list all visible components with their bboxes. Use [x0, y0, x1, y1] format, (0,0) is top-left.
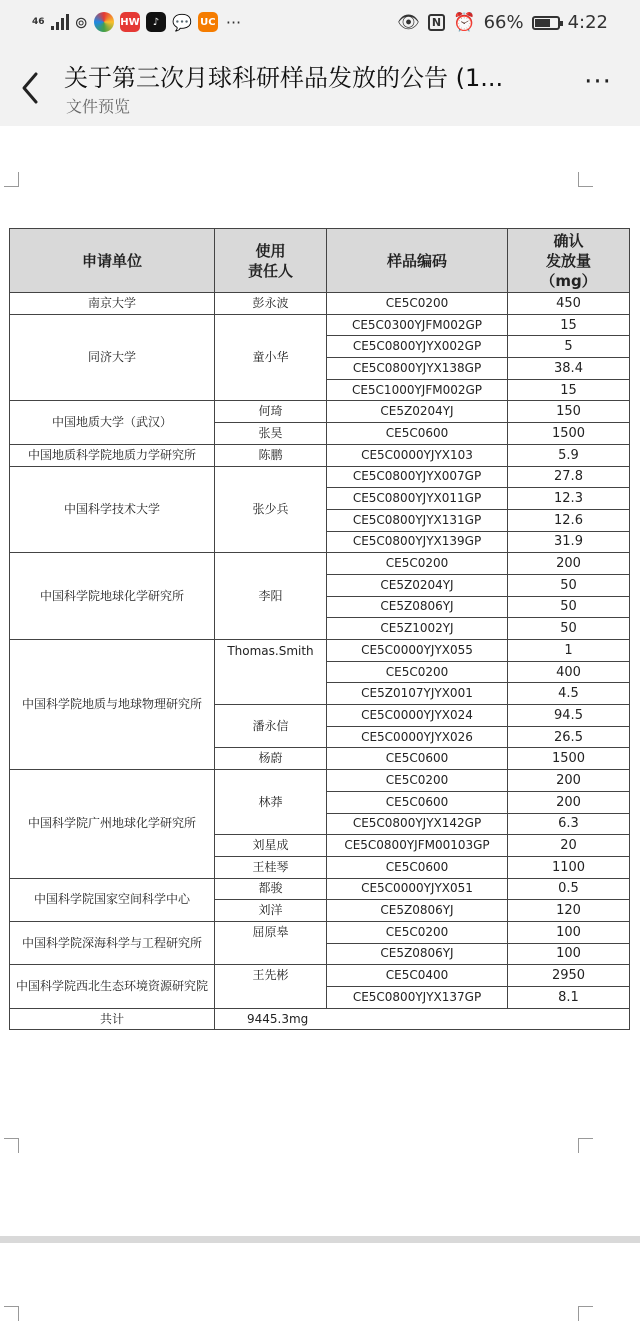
- person-cell: 刘星成: [215, 835, 327, 857]
- code-cell: CE5C0000YJYX026: [327, 726, 508, 748]
- unit-cell: 同济大学: [10, 314, 215, 401]
- code-cell: CE5C0200: [327, 661, 508, 683]
- code-cell: CE5C0800YJYX139GP: [327, 531, 508, 553]
- person-cell: 李阳: [215, 553, 327, 640]
- unit-cell: 中国科学院国家空间科学中心: [10, 878, 215, 921]
- person-cell: 林莽: [215, 770, 327, 835]
- clock: 4:22: [567, 12, 608, 33]
- code-cell: CE5C0600: [327, 791, 508, 813]
- amount-cell: 27.8: [508, 466, 630, 488]
- total-label: 共计: [10, 1008, 215, 1030]
- code-cell: CE5Z0806YJ: [327, 900, 508, 922]
- amount-cell: 200: [508, 553, 630, 575]
- amount-cell: 4.5: [508, 683, 630, 705]
- person-cell: 童小华: [215, 314, 327, 401]
- code-cell: CE5C0600: [327, 748, 508, 770]
- unit-cell: 中国科学院广州地球化学研究所: [10, 770, 215, 878]
- code-cell: CE5C0800YJFM00103GP: [327, 835, 508, 857]
- amount-cell: 1: [508, 640, 630, 662]
- code-cell: CE5Z0204YJ: [327, 401, 508, 423]
- signal-icon: [51, 14, 69, 30]
- person-cell: 何琦: [215, 401, 327, 423]
- table-row: [10, 921, 630, 943]
- amount-cell: 5.9: [508, 444, 630, 466]
- unit-cell: 中国地质科学院地质力学研究所: [10, 444, 215, 466]
- amount-cell: 0.5: [508, 878, 630, 900]
- amount-cell: 50: [508, 574, 630, 596]
- amount-cell: 8.1: [508, 987, 630, 1009]
- header-code: 样品编码: [327, 229, 508, 293]
- code-cell: CE5Z0204YJ: [327, 574, 508, 596]
- battery-level: [535, 19, 551, 27]
- battery-icon: [532, 16, 560, 30]
- more-options-button[interactable]: [578, 67, 618, 100]
- page-separator: [0, 1236, 640, 1243]
- amount-cell: 50: [508, 618, 630, 640]
- unit-cell: 南京大学: [10, 293, 215, 315]
- document-title: 关于第三次月球科研样品发放的公告 (1...: [64, 64, 504, 92]
- table-row: [10, 444, 630, 466]
- code-cell: CE5C1000YJFM002GP: [327, 379, 508, 401]
- header-unit: 申请单位: [10, 229, 215, 293]
- page-corner-mark: [578, 1306, 593, 1321]
- person-cell: 屈原皋: [215, 921, 327, 964]
- table-row: [10, 314, 630, 336]
- status-bar: [0, 0, 640, 48]
- unit-cell: 中国科学院地质与地球物理研究所: [10, 640, 215, 770]
- code-cell: CE5C0000YJYX024: [327, 705, 508, 727]
- code-cell: CE5C0200: [327, 921, 508, 943]
- total-value: 9445.3mg: [215, 1008, 630, 1030]
- amount-cell: 150: [508, 401, 630, 423]
- amount-cell: 38.4: [508, 358, 630, 380]
- code-cell: CE5C0300YJFM002GP: [327, 314, 508, 336]
- table-row: [10, 401, 630, 423]
- eye-icon: 👁: [397, 12, 420, 33]
- amount-cell: 5: [508, 336, 630, 358]
- code-cell: CE5Z0107YJYX001: [327, 683, 508, 705]
- person-cell: 都骏: [215, 878, 327, 900]
- person-cell: 潘永信: [215, 705, 327, 748]
- code-cell: CE5C0800YJYX138GP: [327, 358, 508, 380]
- amount-cell: 1100: [508, 856, 630, 878]
- nfc-icon: N: [428, 14, 445, 31]
- amount-cell: 94.5: [508, 705, 630, 727]
- amount-cell: 6.3: [508, 813, 630, 835]
- code-cell: CE5C0600: [327, 856, 508, 878]
- unit-cell: 中国科学院地球化学研究所: [10, 553, 215, 640]
- page-corner-mark: [4, 172, 19, 187]
- page-corner-mark: [4, 1306, 19, 1321]
- table-row: [10, 770, 630, 792]
- code-cell: CE5C0200: [327, 770, 508, 792]
- table-header-row: [10, 229, 630, 293]
- table-row: [10, 553, 630, 575]
- tiktok-app-icon: ♪: [146, 12, 166, 32]
- unit-cell: 中国科学院深海科学与工程研究所: [10, 921, 215, 964]
- battery-percent: 66%: [483, 12, 524, 33]
- chat-bubble-icon: 💬: [171, 12, 192, 32]
- amount-cell: 100: [508, 943, 630, 965]
- amount-cell: 1500: [508, 748, 630, 770]
- code-cell: CE5C0200: [327, 553, 508, 575]
- table-row: [10, 640, 630, 662]
- total-row: [10, 1008, 630, 1030]
- amount-cell: 400: [508, 661, 630, 683]
- amount-cell: 20: [508, 835, 630, 857]
- code-cell: CE5C0600: [327, 423, 508, 445]
- table-row: [10, 466, 630, 488]
- unit-cell: 中国科学院西北生态环境资源研究院: [10, 965, 215, 1008]
- person-cell: 张昊: [215, 423, 327, 445]
- title-bar: [0, 48, 640, 126]
- unit-cell: 中国科学技术大学: [10, 466, 215, 553]
- code-cell: CE5C0800YJYX007GP: [327, 466, 508, 488]
- amount-cell: 120: [508, 900, 630, 922]
- colorful-app-icon: [94, 12, 114, 32]
- page-corner-mark: [4, 1138, 19, 1153]
- person-cell: Thomas.Smith: [215, 640, 327, 705]
- page-corner-mark: [578, 1138, 593, 1153]
- code-cell: CE5Z0806YJ: [327, 596, 508, 618]
- amount-cell: 12.3: [508, 488, 630, 510]
- table-row: [10, 965, 630, 987]
- amount-cell: 450: [508, 293, 630, 315]
- table-row: [10, 293, 630, 315]
- network-type: 46: [32, 16, 45, 27]
- document-subtitle: 文件预览: [66, 97, 131, 116]
- code-cell: CE5C0800YJYX131GP: [327, 509, 508, 531]
- person-cell: 彭永波: [215, 293, 327, 315]
- person-cell: 张少兵: [215, 466, 327, 553]
- hotspot-icon: ⊚: [74, 12, 88, 32]
- amount-cell: 12.6: [508, 509, 630, 531]
- code-cell: CE5C0000YJYX103: [327, 444, 508, 466]
- code-cell: CE5Z1002YJ: [327, 618, 508, 640]
- amount-cell: 100: [508, 921, 630, 943]
- person-cell: 王桂琴: [215, 856, 327, 878]
- uc-browser-app-icon: UC: [198, 12, 218, 32]
- header-person: 使用 责任人: [215, 229, 327, 293]
- code-cell: CE5C0400: [327, 965, 508, 987]
- amount-cell: 2950: [508, 965, 630, 987]
- person-cell: 陈鹏: [215, 444, 327, 466]
- chevron-left-icon: [12, 64, 52, 108]
- code-cell: CE5Z0806YJ: [327, 943, 508, 965]
- person-cell: 王先彬: [215, 965, 327, 1008]
- amount-cell: 15: [508, 314, 630, 336]
- code-cell: CE5C0800YJYX002GP: [327, 336, 508, 358]
- more-dots-icon: ···: [584, 67, 612, 97]
- sample-distribution-table: [9, 228, 630, 1030]
- page-corner-mark: [578, 172, 593, 187]
- code-cell: CE5C0000YJYX051: [327, 878, 508, 900]
- amount-cell: 31.9: [508, 531, 630, 553]
- code-cell: CE5C0800YJYX011GP: [327, 488, 508, 510]
- amount-cell: 26.5: [508, 726, 630, 748]
- person-cell: 杨蔚: [215, 748, 327, 770]
- code-cell: CE5C0800YJYX137GP: [327, 987, 508, 1009]
- alarm-icon: ⏰: [453, 12, 476, 33]
- code-cell: CE5C0200: [327, 293, 508, 315]
- header-amount: 确认 发放量 （mg）: [508, 229, 630, 293]
- huawei-app-icon: HW: [120, 12, 140, 32]
- code-cell: CE5C0800YJYX142GP: [327, 813, 508, 835]
- more-notifications-icon: ···: [225, 12, 242, 32]
- back-button[interactable]: [12, 64, 52, 108]
- amount-cell: 15: [508, 379, 630, 401]
- unit-cell: 中国地质大学（武汉）: [10, 401, 215, 444]
- amount-cell: 1500: [508, 423, 630, 445]
- amount-cell: 50: [508, 596, 630, 618]
- amount-cell: 200: [508, 791, 630, 813]
- person-cell: 刘洋: [215, 900, 327, 922]
- amount-cell: 200: [508, 770, 630, 792]
- code-cell: CE5C0000YJYX055: [327, 640, 508, 662]
- table-row: [10, 878, 630, 900]
